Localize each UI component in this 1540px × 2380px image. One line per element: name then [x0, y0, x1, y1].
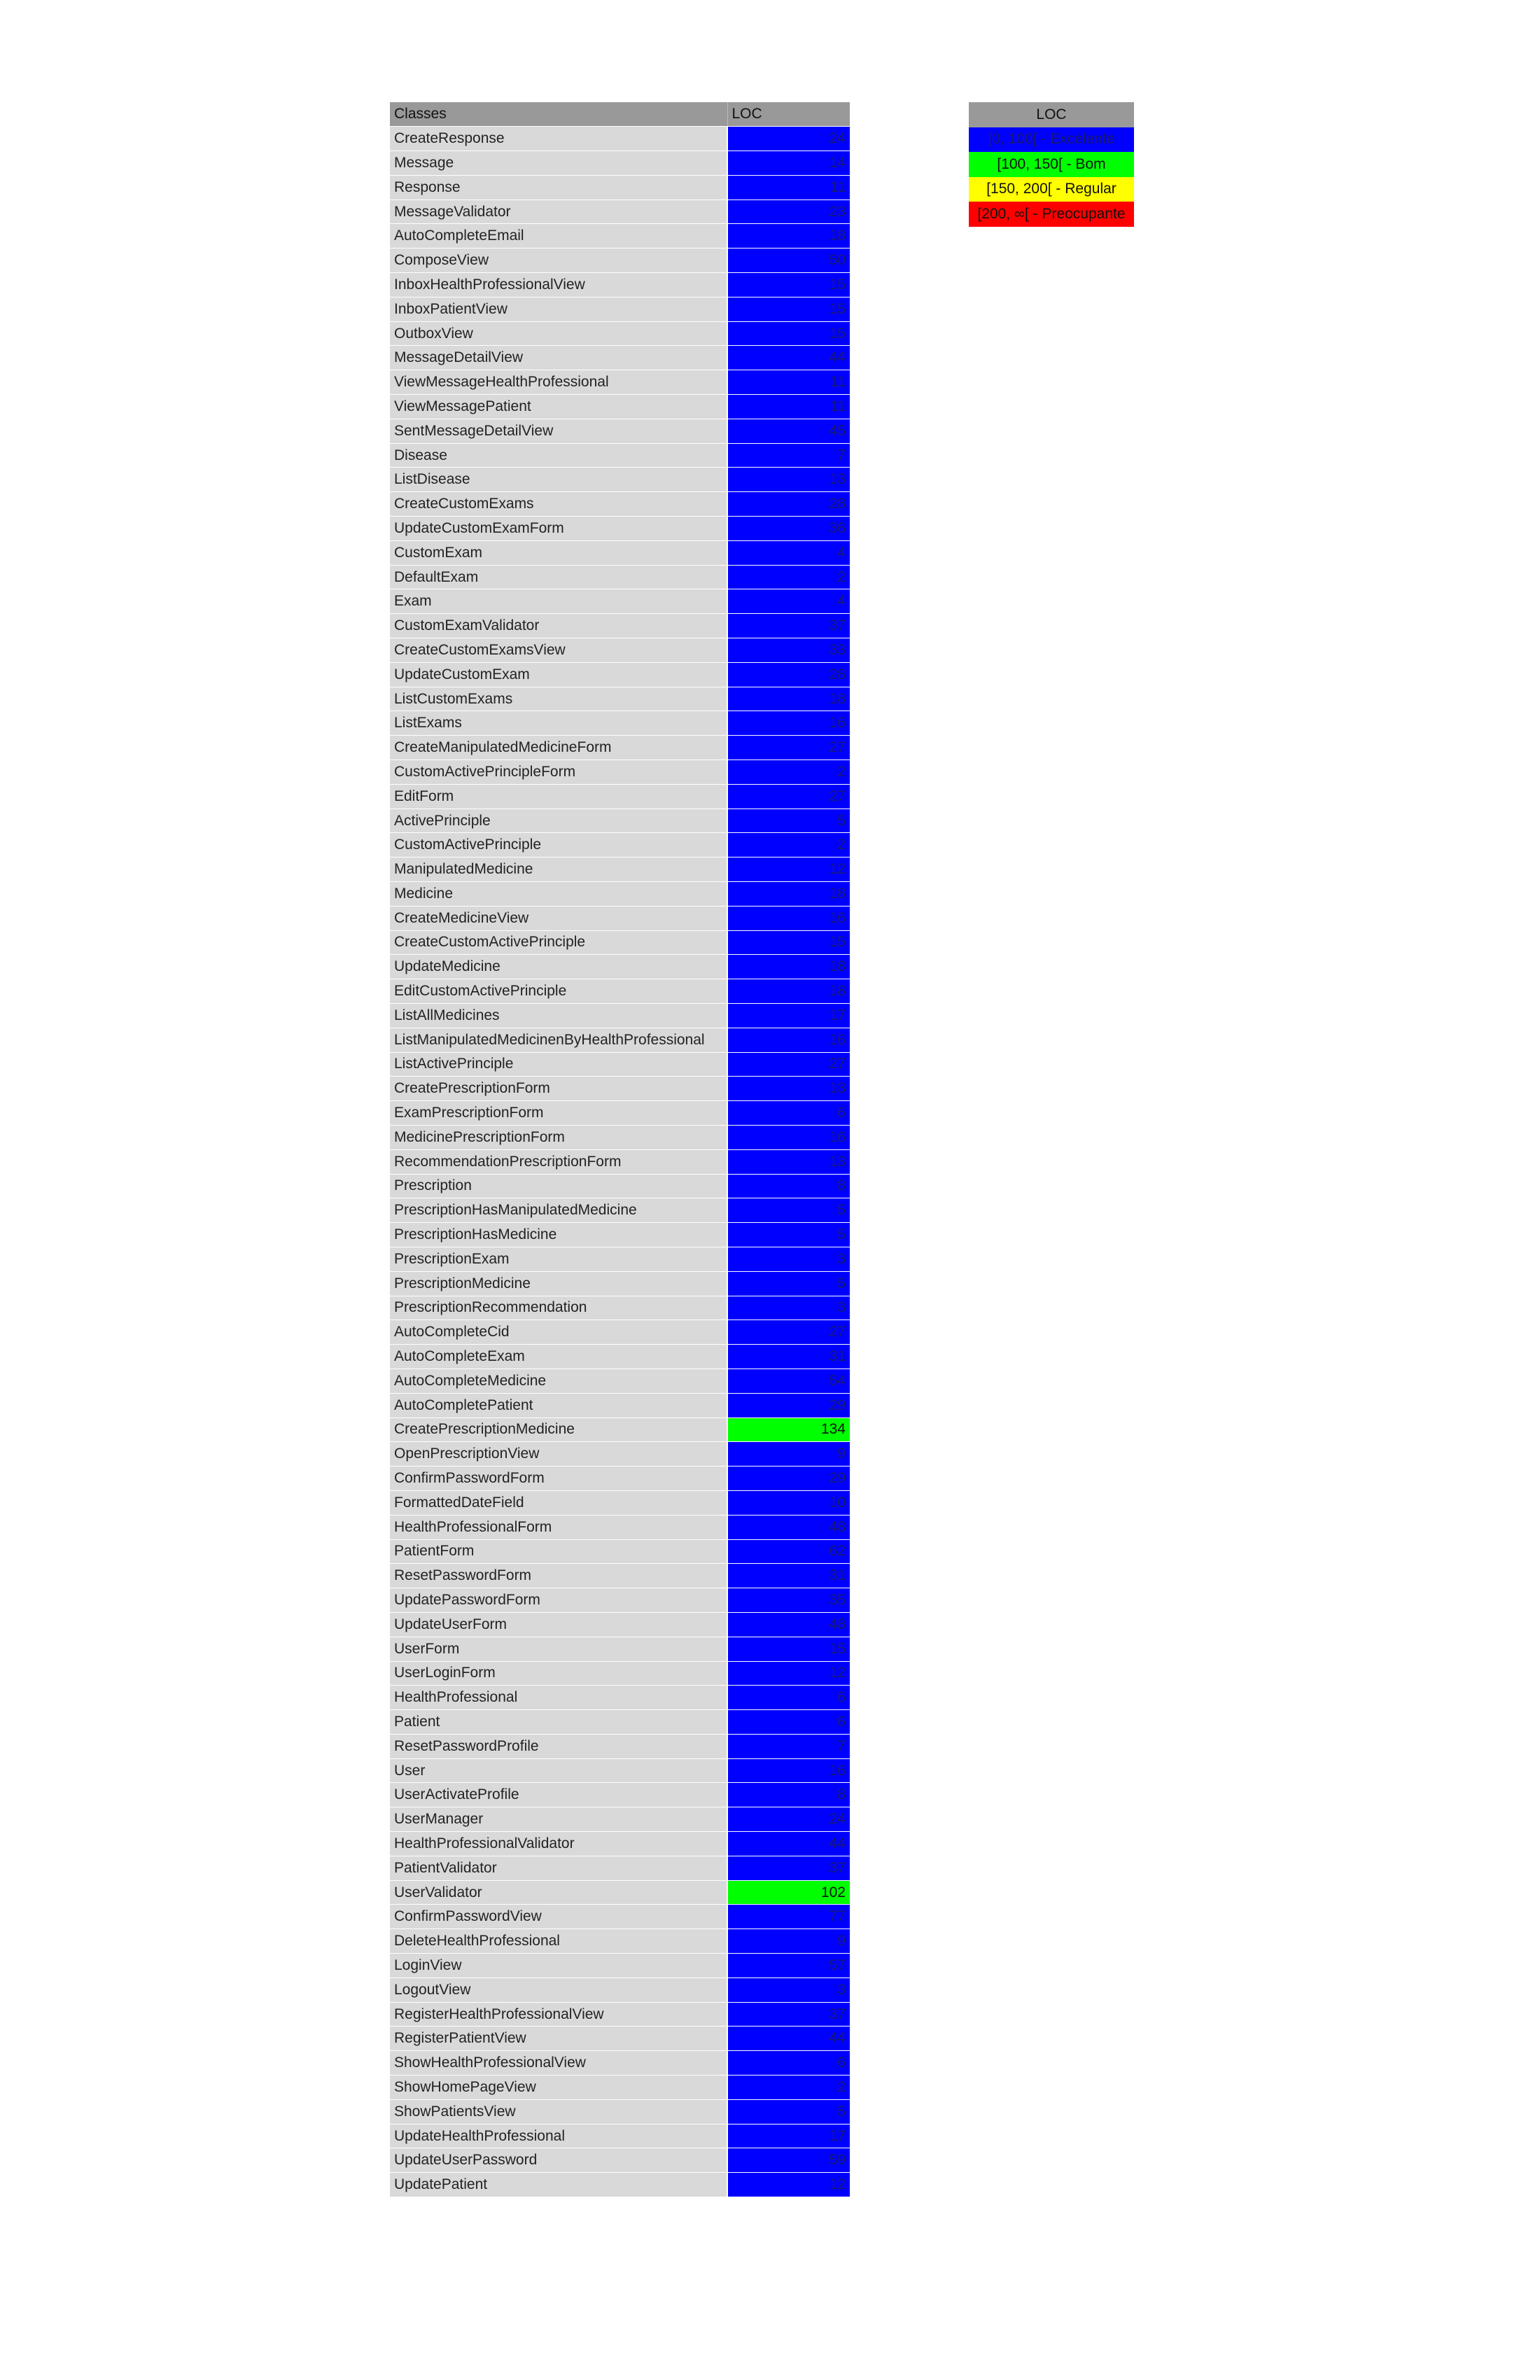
loc-value-cell: 102 [727, 1880, 850, 1905]
class-name-cell: DefaultExam [390, 565, 727, 589]
table-row [390, 492, 850, 517]
loc-value-cell: 15 [727, 930, 850, 955]
table-row [390, 1588, 850, 1613]
class-name-cell: MedicinePrescriptionForm [390, 1125, 727, 1149]
table-row [390, 248, 850, 273]
table-row [390, 2051, 850, 2076]
class-name-cell: AutoCompleteExam [390, 1345, 727, 1369]
class-name-cell: UpdateUserPassword [390, 2148, 727, 2173]
table-row [390, 1223, 850, 1247]
table-row [390, 565, 850, 589]
loc-value-cell: 18 [727, 955, 850, 979]
header-classes: Classes [390, 102, 727, 127]
class-name-cell: Response [390, 175, 727, 200]
legend-body [969, 127, 1134, 227]
table-row [390, 833, 850, 858]
loc-value-cell: 18 [727, 687, 850, 711]
table-row [390, 1296, 850, 1320]
table-row [390, 1954, 850, 1978]
table-row [390, 882, 850, 906]
table-row [390, 1880, 850, 1905]
class-name-cell: CreateManipulatedMedicineForm [390, 736, 727, 760]
table-row [390, 979, 850, 1004]
class-name-cell: ComposeView [390, 248, 727, 273]
class-name-cell: ViewMessageHealthProfessional [390, 370, 727, 395]
table-row [390, 1612, 850, 1637]
table-row [390, 1028, 850, 1052]
class-name-cell: CreateCustomExamsView [390, 638, 727, 663]
loc-value-cell: 6 [727, 1101, 850, 1126]
class-name-cell: Disease [390, 443, 727, 468]
class-name-cell: UserManager [390, 1807, 727, 1832]
class-name-cell: Medicine [390, 882, 727, 906]
loc-value-cell: 134 [727, 1418, 850, 1442]
table-row [390, 1905, 850, 1929]
table-row [390, 2026, 850, 2051]
table-row [390, 1247, 850, 1271]
loc-value-cell: 37 [727, 2002, 850, 2026]
table-row [390, 395, 850, 419]
loc-value-cell: 31 [727, 1345, 850, 1369]
loc-value-cell: 16 [727, 1125, 850, 1149]
table-row [390, 2099, 850, 2124]
table-row [390, 1515, 850, 1539]
class-name-cell: PatientForm [390, 1539, 727, 1564]
class-name-cell: User [390, 1758, 727, 1783]
loc-value-cell: 54 [727, 1368, 850, 1393]
loc-value-cell: 27 [727, 1320, 850, 1345]
loc-value-cell: 23 [727, 200, 850, 224]
table-row [390, 273, 850, 298]
class-name-cell: CustomExam [390, 540, 727, 565]
loc-value-cell: 11 [727, 175, 850, 200]
table-row [390, 1368, 850, 1393]
table-row [390, 1856, 850, 1880]
table-row [390, 1637, 850, 1661]
loc-value-cell: 5 [727, 1223, 850, 1247]
class-name-cell: DeleteHealthProfessional [390, 1929, 727, 1954]
loc-value-cell: 17 [727, 1003, 850, 1028]
loc-value-cell: 16 [727, 1758, 850, 1783]
loc-value-cell: 14 [727, 151, 850, 176]
table-row [390, 955, 850, 979]
loc-value-cell: 37 [727, 1856, 850, 1880]
table-row [390, 638, 850, 663]
loc-value-cell: 8 [727, 1783, 850, 1807]
table-row [390, 1271, 850, 1296]
loc-value-cell: 44 [727, 1832, 850, 1856]
loc-value-cell: 17 [727, 2124, 850, 2148]
loc-value-cell: 18 [727, 979, 850, 1004]
class-name-cell: CreatePrescriptionForm [390, 1077, 727, 1101]
class-name-cell: UpdateCustomExam [390, 662, 727, 687]
table-row [390, 151, 850, 176]
loc-value-cell: 37 [727, 614, 850, 638]
loc-table [390, 102, 850, 2197]
table-row [390, 419, 850, 443]
loc-value-cell: 28 [727, 492, 850, 517]
loc-value-cell: 3 [727, 1296, 850, 1320]
class-name-cell: ShowPatientsView [390, 2099, 727, 2124]
loc-value-cell: 11 [727, 370, 850, 395]
class-name-cell: RegisterPatientView [390, 2026, 727, 2051]
table-row [390, 175, 850, 200]
table-row [390, 1686, 850, 1710]
class-name-cell: ListCustomExams [390, 687, 727, 711]
loc-value-cell: 5 [727, 2099, 850, 2124]
loc-value-cell: 5 [727, 1198, 850, 1223]
table-row [390, 1442, 850, 1466]
loc-value-cell: 27 [727, 784, 850, 808]
class-name-cell: HealthProfessionalForm [390, 1515, 727, 1539]
legend-row [969, 127, 1134, 153]
loc-value-cell: 13 [727, 1077, 850, 1101]
loc-value-cell: 4 [727, 589, 850, 614]
table-row [390, 930, 850, 955]
loc-value-cell: 2 [727, 565, 850, 589]
table-row [390, 614, 850, 638]
table-row [390, 1758, 850, 1783]
table-row [390, 1174, 850, 1198]
class-name-cell: ShowHealthProfessionalView [390, 2051, 727, 2076]
class-name-cell: OpenPrescriptionView [390, 1442, 727, 1466]
class-name-cell: CustomActivePrincipleForm [390, 760, 727, 785]
class-name-cell: Exam [390, 589, 727, 614]
table-row [390, 784, 850, 808]
table-row [390, 127, 850, 151]
loc-value-cell: 10 [727, 1490, 850, 1515]
loc-value-cell: 15 [727, 1637, 850, 1661]
class-name-cell: ResetPasswordForm [390, 1564, 727, 1588]
class-name-cell: UserForm [390, 1637, 727, 1661]
class-name-cell: PrescriptionHasMedicine [390, 1223, 727, 1247]
loc-value-cell: 15 [727, 321, 850, 346]
table-row [390, 1101, 850, 1126]
table-row [390, 1077, 850, 1101]
loc-value-cell: 3 [727, 1977, 850, 2002]
loc-value-cell: 28 [727, 662, 850, 687]
class-name-cell: ListDisease [390, 468, 727, 492]
class-name-cell: HealthProfessional [390, 1686, 727, 1710]
legend-row [969, 202, 1134, 227]
loc-value-cell: 12 [727, 2173, 850, 2197]
class-name-cell: ConfirmPasswordView [390, 1905, 727, 1929]
legend-item-blue: [0, 100[ - Excelente [969, 127, 1134, 153]
loc-value-cell: 12 [727, 1661, 850, 1686]
table-row [390, 1125, 850, 1149]
table-header-row [390, 102, 850, 127]
loc-value-cell: 9 [727, 1442, 850, 1466]
class-name-cell: AutoCompleteEmail [390, 224, 727, 248]
loc-value-cell: 4 [727, 540, 850, 565]
class-name-cell: UpdateUserForm [390, 1612, 727, 1637]
loc-value-cell: 6 [727, 2051, 850, 2076]
table-row [390, 1783, 850, 1807]
loc-value-cell: 18 [727, 224, 850, 248]
class-name-cell: UpdateMedicine [390, 955, 727, 979]
table-row [390, 1661, 850, 1686]
class-name-cell: ListManipulatedMedicinenByHealthProfessional [390, 1028, 727, 1052]
class-name-cell: LoginView [390, 1954, 727, 1978]
class-name-cell: Patient [390, 1710, 727, 1735]
class-name-cell: UpdatePatient [390, 2173, 727, 2197]
class-name-cell: Prescription [390, 1174, 727, 1198]
class-name-cell: ExamPrescriptionForm [390, 1101, 727, 1126]
loc-value-cell: 15 [727, 273, 850, 298]
loc-value-cell: 44 [727, 2026, 850, 2051]
loc-value-cell: 31 [727, 1564, 850, 1588]
legend-item-green: [100, 150[ - Bom [969, 152, 1134, 177]
table-row [390, 662, 850, 687]
class-name-cell: EditCustomActivePrinciple [390, 979, 727, 1004]
table-row [390, 200, 850, 224]
table-row [390, 443, 850, 468]
class-name-cell: ShowHomePageView [390, 2076, 727, 2100]
table-row [390, 224, 850, 248]
table-row [390, 1734, 850, 1758]
loc-value-cell: 24 [727, 127, 850, 151]
table-row [390, 1320, 850, 1345]
legend-item-red: [200, ∞[ - Preocupante [969, 202, 1134, 227]
loc-value-cell: 7 [727, 443, 850, 468]
loc-value-cell: 18 [727, 882, 850, 906]
legend-header: LOC [969, 102, 1134, 127]
class-name-cell: PrescriptionRecommendation [390, 1296, 727, 1320]
class-name-cell: ViewMessagePatient [390, 395, 727, 419]
table-body [390, 127, 850, 2197]
table-row [390, 589, 850, 614]
loc-value-cell: 13 [727, 468, 850, 492]
table-row [390, 1977, 850, 2002]
table-row [390, 1393, 850, 1418]
loc-value-cell: 15 [727, 297, 850, 321]
class-name-cell: CustomActivePrinciple [390, 833, 727, 858]
loc-value-cell: 16 [727, 711, 850, 736]
table-row [390, 1149, 850, 1174]
table-row [390, 1539, 850, 1564]
table-row [390, 2124, 850, 2148]
class-name-cell: UserValidator [390, 1880, 727, 1905]
table-row [390, 370, 850, 395]
table-row [390, 297, 850, 321]
class-name-cell: PrescriptionMedicine [390, 1271, 727, 1296]
loc-value-cell: 50 [727, 248, 850, 273]
header-loc: LOC [727, 102, 850, 127]
table-row [390, 736, 850, 760]
table-row [390, 1345, 850, 1369]
class-name-cell: FormattedDateField [390, 1490, 727, 1515]
class-name-cell: ListActivePrinciple [390, 1052, 727, 1077]
class-name-cell: RecommendationPrescriptionForm [390, 1149, 727, 1174]
class-name-cell: AutoCompletePatient [390, 1393, 727, 1418]
table-row [390, 1418, 850, 1442]
table-row [390, 540, 850, 565]
loc-value-cell: 11 [727, 395, 850, 419]
table-row [390, 1929, 850, 1954]
class-name-cell: ActivePrinciple [390, 808, 727, 833]
class-name-cell: Message [390, 151, 727, 176]
table-row [390, 906, 850, 930]
table-row [390, 2148, 850, 2173]
table-row [390, 711, 850, 736]
table-row [390, 687, 850, 711]
loc-value-cell: 9 [727, 1929, 850, 1954]
loc-value-cell: 57 [727, 1954, 850, 1978]
class-name-cell: LogoutView [390, 1977, 727, 2002]
loc-value-cell: 16 [727, 1028, 850, 1052]
loc-value-cell: 5 [727, 808, 850, 833]
class-name-cell: ListAllMedicines [390, 1003, 727, 1028]
loc-value-cell: 29 [727, 1466, 850, 1491]
loc-value-cell: 5 [727, 1271, 850, 1296]
class-name-cell: PrescriptionExam [390, 1247, 727, 1271]
loc-value-cell: 12 [727, 858, 850, 882]
class-name-cell: OutboxView [390, 321, 727, 346]
loc-value-cell: 2 [727, 760, 850, 785]
table-row [390, 1832, 850, 1856]
loc-value-cell: 48 [727, 1612, 850, 1637]
loc-value-cell: 62 [727, 1539, 850, 1564]
class-name-cell: InboxPatientView [390, 297, 727, 321]
class-name-cell: UpdateCustomExamForm [390, 517, 727, 541]
class-name-cell: CreateCustomActivePrinciple [390, 930, 727, 955]
table-row [390, 1052, 850, 1077]
loc-value-cell: 8 [727, 1174, 850, 1198]
class-name-cell: CreatePrescriptionMedicine [390, 1418, 727, 1442]
class-name-cell: CreateCustomExams [390, 492, 727, 517]
class-name-cell: ListExams [390, 711, 727, 736]
table-row [390, 517, 850, 541]
loc-value-cell: 13 [727, 1149, 850, 1174]
table-row [390, 321, 850, 346]
loc-value-cell: 29 [727, 1393, 850, 1418]
loc-value-cell: 27 [727, 736, 850, 760]
loc-value-cell: 35 [727, 1588, 850, 1613]
table-row [390, 858, 850, 882]
class-name-cell: HealthProfessionalValidator [390, 1832, 727, 1856]
class-name-cell: SentMessageDetailView [390, 419, 727, 443]
loc-value-cell: 59 [727, 2148, 850, 2173]
class-name-cell: EditForm [390, 784, 727, 808]
loc-value-cell: 6 [727, 1710, 850, 1735]
loc-value-cell: 44 [727, 346, 850, 370]
class-name-cell: AutoCompleteCid [390, 1320, 727, 1345]
class-name-cell: RegisterHealthProfessionalView [390, 2002, 727, 2026]
loc-value-cell: 6 [727, 1686, 850, 1710]
loc-value-cell: 77 [727, 1905, 850, 1929]
class-name-cell: InboxHealthProfessionalView [390, 273, 727, 298]
class-name-cell: AutoCompleteMedicine [390, 1368, 727, 1393]
table-row [390, 2002, 850, 2026]
loc-value-cell: 2 [727, 833, 850, 858]
loc-value-cell: 36 [727, 517, 850, 541]
class-name-cell: UserLoginForm [390, 1661, 727, 1686]
class-name-cell: CustomExamValidator [390, 614, 727, 638]
table-row [390, 2076, 850, 2100]
class-name-cell: UserActivateProfile [390, 1783, 727, 1807]
table-row [390, 1564, 850, 1588]
table-row [390, 1198, 850, 1223]
legend-header-row [969, 102, 1134, 127]
class-name-cell: ResetPasswordProfile [390, 1734, 727, 1758]
class-name-cell: ManipulatedMedicine [390, 858, 727, 882]
loc-value-cell: 16 [727, 906, 850, 930]
loc-legend [969, 102, 1134, 227]
table-row [390, 808, 850, 833]
table-row [390, 1710, 850, 1735]
legend-item-yellow: [150, 200[ - Regular [969, 177, 1134, 202]
class-name-cell: CreateMedicineView [390, 906, 727, 930]
table-row [390, 1466, 850, 1491]
loc-value-cell: 24 [727, 1807, 850, 1832]
loc-value-cell: 3 [727, 1247, 850, 1271]
table-row [390, 1807, 850, 1832]
table-row [390, 760, 850, 785]
table-row [390, 1490, 850, 1515]
class-name-cell: CreateResponse [390, 127, 727, 151]
loc-value-cell: 2 [727, 2076, 850, 2100]
class-name-cell: PrescriptionHasManipulatedMedicine [390, 1198, 727, 1223]
loc-value-cell: 7 [727, 1734, 850, 1758]
class-name-cell: ConfirmPasswordForm [390, 1466, 727, 1491]
table-row [390, 468, 850, 492]
loc-value-cell: 48 [727, 1515, 850, 1539]
table-row [390, 1003, 850, 1028]
loc-value-cell: 45 [727, 419, 850, 443]
legend-row [969, 177, 1134, 202]
table-row [390, 2173, 850, 2197]
table-row [390, 346, 850, 370]
class-name-cell: PatientValidator [390, 1856, 727, 1880]
loc-value-cell: 33 [727, 638, 850, 663]
legend-row [969, 152, 1134, 177]
loc-value-cell: 27 [727, 1052, 850, 1077]
class-name-cell: MessageDetailView [390, 346, 727, 370]
class-name-cell: MessageValidator [390, 200, 727, 224]
class-name-cell: UpdateHealthProfessional [390, 2124, 727, 2148]
class-name-cell: UpdatePasswordForm [390, 1588, 727, 1613]
